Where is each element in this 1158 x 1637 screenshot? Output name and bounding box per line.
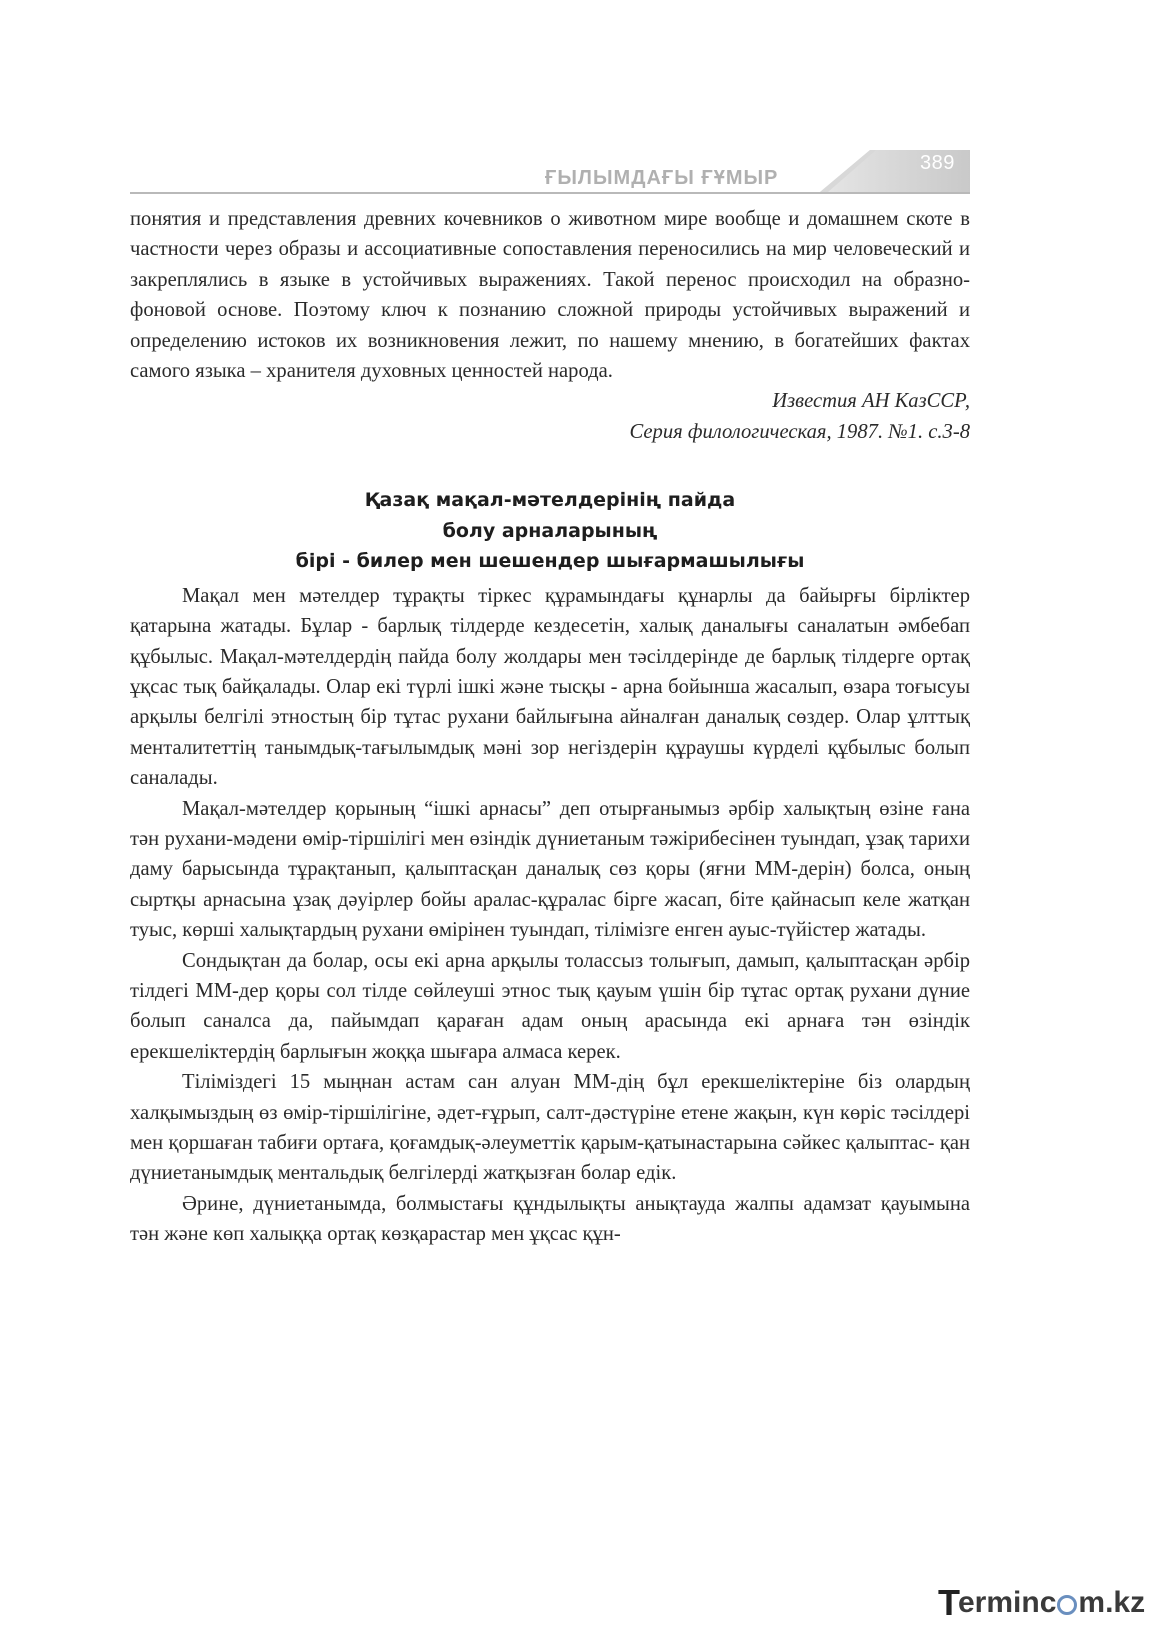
article-title: [130, 485, 970, 577]
running-title: ҒЫЛЫМДАҒЫ ҒҰМЫР: [545, 167, 779, 189]
source-line-2: Серия филологическая, 1987. №1. с.3-8: [629, 420, 970, 443]
body-paragraph-3: Сондықтан да болар, осы екі арна арқылы толассыз толығып, дамып, қалыптасқан әрбір тілдегі ММ-дер қоры сол тілде сөйлеуші этнос тық қауым үшін бір тұтас ортақ рухани дүние болып саналса да, пайымдап қараған адам оның арасында екі арнаға тән өзіндік ерекшеліктердің барлығын жоққа шығара алмаса керек.: [130, 949, 970, 1063]
header-rule: [130, 192, 970, 194]
body-paragraph-2: Мақал-мәтелдер қорының “ішкі арнасы” деп отырғанымыз әрбір халықтың өзіне ғана тән рухани-мәдени өмір-тіршілігі мен өзіндік дүниетаным тәжірибесінен туындап, ұзақ тарихи даму барысында тұрақтанып, қалыптасқан даналық сөз қоры (яғни ММ-дерін) болса, оның сыртқы арнасына ұзақ дәуірлер бойы аралас-құралас бірге жасап, біте қайнасып келе жатқан туыс, көрші халықтардың рухани өмірінен туындап, тілімізге енген ауыс-түйістер жатады.: [130, 797, 970, 942]
intro-paragraph: понятия и представления древних кочевников о животном мире вообще и домашнем скоте в частности через образы и ассоциативные сопоставления переносились на мир человеческий и закреплялись в языке в устойчивых выражениях. Такой перенос происходил на образно-фоновой основе. Поэтому ключ к познанию сложной природы устойчивых выражений и определению истоков их возникновения лежит, по нашему мнению, в богатейших фактах самого языка – хранителя духовных ценностей народа.: [130, 208, 970, 383]
body-paragraph-1: Мақал мен мәтелдер тұрақты тіркес құрамындағы құнарлы да байырғы бірліктер қатарына жатады. Бұлар - барлық тілдерде кездесетін, халық даналығы саналатын әмбебап құбылыс. Мақал-мәтелдердің пайда болу жолдары мен тәсілдерінде де барлық тілдерге ортақ ұқсас тық байқалады. Олар екі түрлі ішкі және тысқы - арна бойынша жасалып, өзара тоғысуы арқылы белгілі этностың бір тұтас рухани байлығына айналған даналық сөздер. Олар ұлттық менталитеттің танымдық-тағылымдық мәні зор негіздерін құраушы күрделі құбылыс болып саналады.: [130, 584, 970, 790]
body-paragraph-4: Тіліміздегі 15 мыңнан астам сан алуан ММ-дің бұл ерекшеліктеріне біз олардың халқымыздың өз өмір-тіршілігіне, әдет-ғұрып, салт-дәстүріне етене жақын, күн көріс тәсілдері мен қоршаған табиғи ортаға, қоғамдық-әлеуметтік қарым-қатынастарына сәйкес қалыптас- қан дүниетанымдық ментальдық белгілерді жатқызған болар едік.: [130, 1071, 970, 1185]
article-title-line-2: болу арналарының: [442, 519, 658, 542]
page-content: [130, 204, 970, 1250]
site-watermark: T ermin c m.kz: [938, 1582, 1146, 1623]
body-paragraph-5: Әрине, дүниетанымда, болмыстағы құндылықты анықтауда жалпы адамзат қауымына тән және көп халыққа ортақ көзқарастар мен ұқсас құн-: [130, 1192, 970, 1246]
running-header: [130, 150, 970, 196]
page-number: 389: [920, 152, 955, 174]
source-line-1: Известия АН КазССР,: [772, 390, 970, 413]
article-title-line-1: Қазақ мақал-мәтелдерінің пайда: [364, 489, 736, 512]
article-title-line-3: бірі - билер мен шешендер шығармашылығы: [295, 550, 805, 573]
circle-icon: [1057, 1595, 1077, 1615]
